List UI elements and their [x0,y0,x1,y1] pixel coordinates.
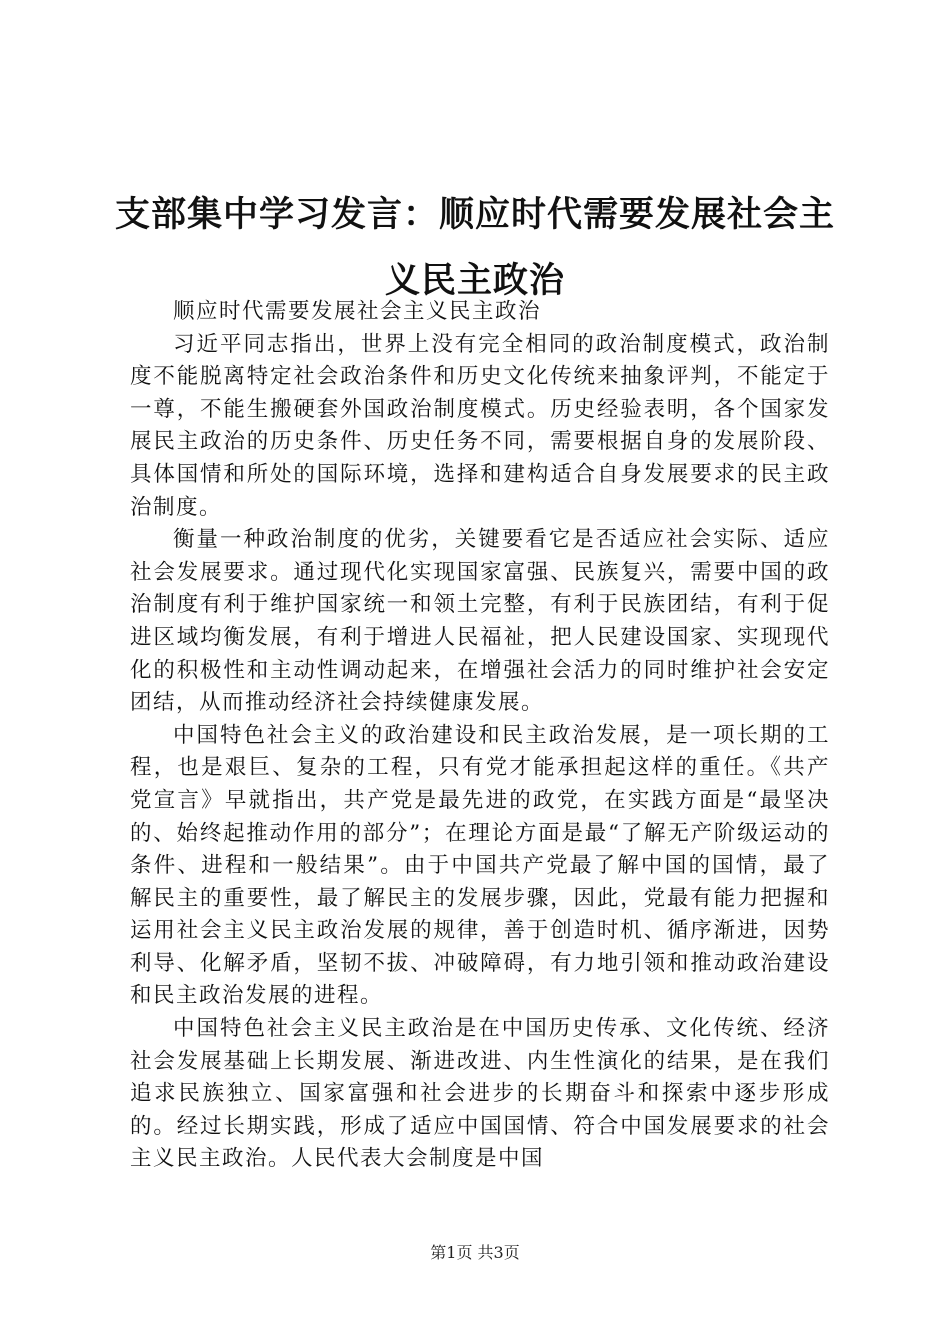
body-paragraph: 中国特色社会主义民主政治是在中国历史传承、文化传统、经济社会发展基础上长期发展、渐进改进、内生性演化的结果，是在我们追求民族独立、国家富强和社会进步的长期奋斗和探索中逐步形成的。经过长期实践，形成了适应中国国情、符合中国发展要求的社会主义民主政治。人民代表大会制度是中国 [130,1016,830,1172]
page-number-footer: 第1页 共3页 [430,1243,520,1262]
body-paragraph: 衡量一种政治制度的优劣，关键要看它是否适应社会实际、适应社会发展要求。通过现代化实现国家富强、民族复兴，需要中国的政治制度有利于维护国家统一和领土完整，有利于民族团结，有利于促进区域均衡发展，有利于增进人民福祉，把人民建设国家、实现现代化的积极性和主动性调动起来，在增强社会活力的同时维护社会安定团结，从而推动经济社会持续健康发展。 [130,527,830,716]
title-line-2: 义民主政治 [384,261,565,301]
body-paragraph: 中国特色社会主义的政治建设和民主政治发展，是一项长期的工程，也是艰巨、复杂的工程，只有党才能承担起这样的重任。《共产党宣言》早就指出，共产党是最先进的政党，在实践方面是“最坚决的、始终起推动作用的部分”；在理论方面是最“了解无产阶级运动的条件、进程和一般结果”。由于中国共产党最了解中国的国情，最了解民主的重要性，最了解民主的发展步骤，因此，党最有能力把握和运用社会主义民主政治发展的规律，善于创造时机、循序渐进，因势利导、化解矛盾，坚韧不拔、冲破障碍，有力地引领和推动政治建设和民主政治发展的进程。 [130,722,830,1009]
document-body [130,296,830,1176]
document-title [110,182,840,314]
subtitle-paragraph: 顺应时代需要发展社会主义民主政治 [173,299,542,324]
title-line-1: 支部集中学习发言：顺应时代需要发展社会主 [114,195,835,235]
body-paragraph: 习近平同志指出，世界上没有完全相同的政治制度模式，政治制度不能脱离特定社会政治条件和历史文化传统来抽象评判，不能定于一尊，不能生搬硬套外国政治制度模式。历史经验表明，各个国家发展民主政治的历史条件、历史任务不同，需要根据自身的发展阶段、具体国情和所处的国际环境，选择和建构适合自身发展要求的民主政治制度。 [130,331,830,520]
